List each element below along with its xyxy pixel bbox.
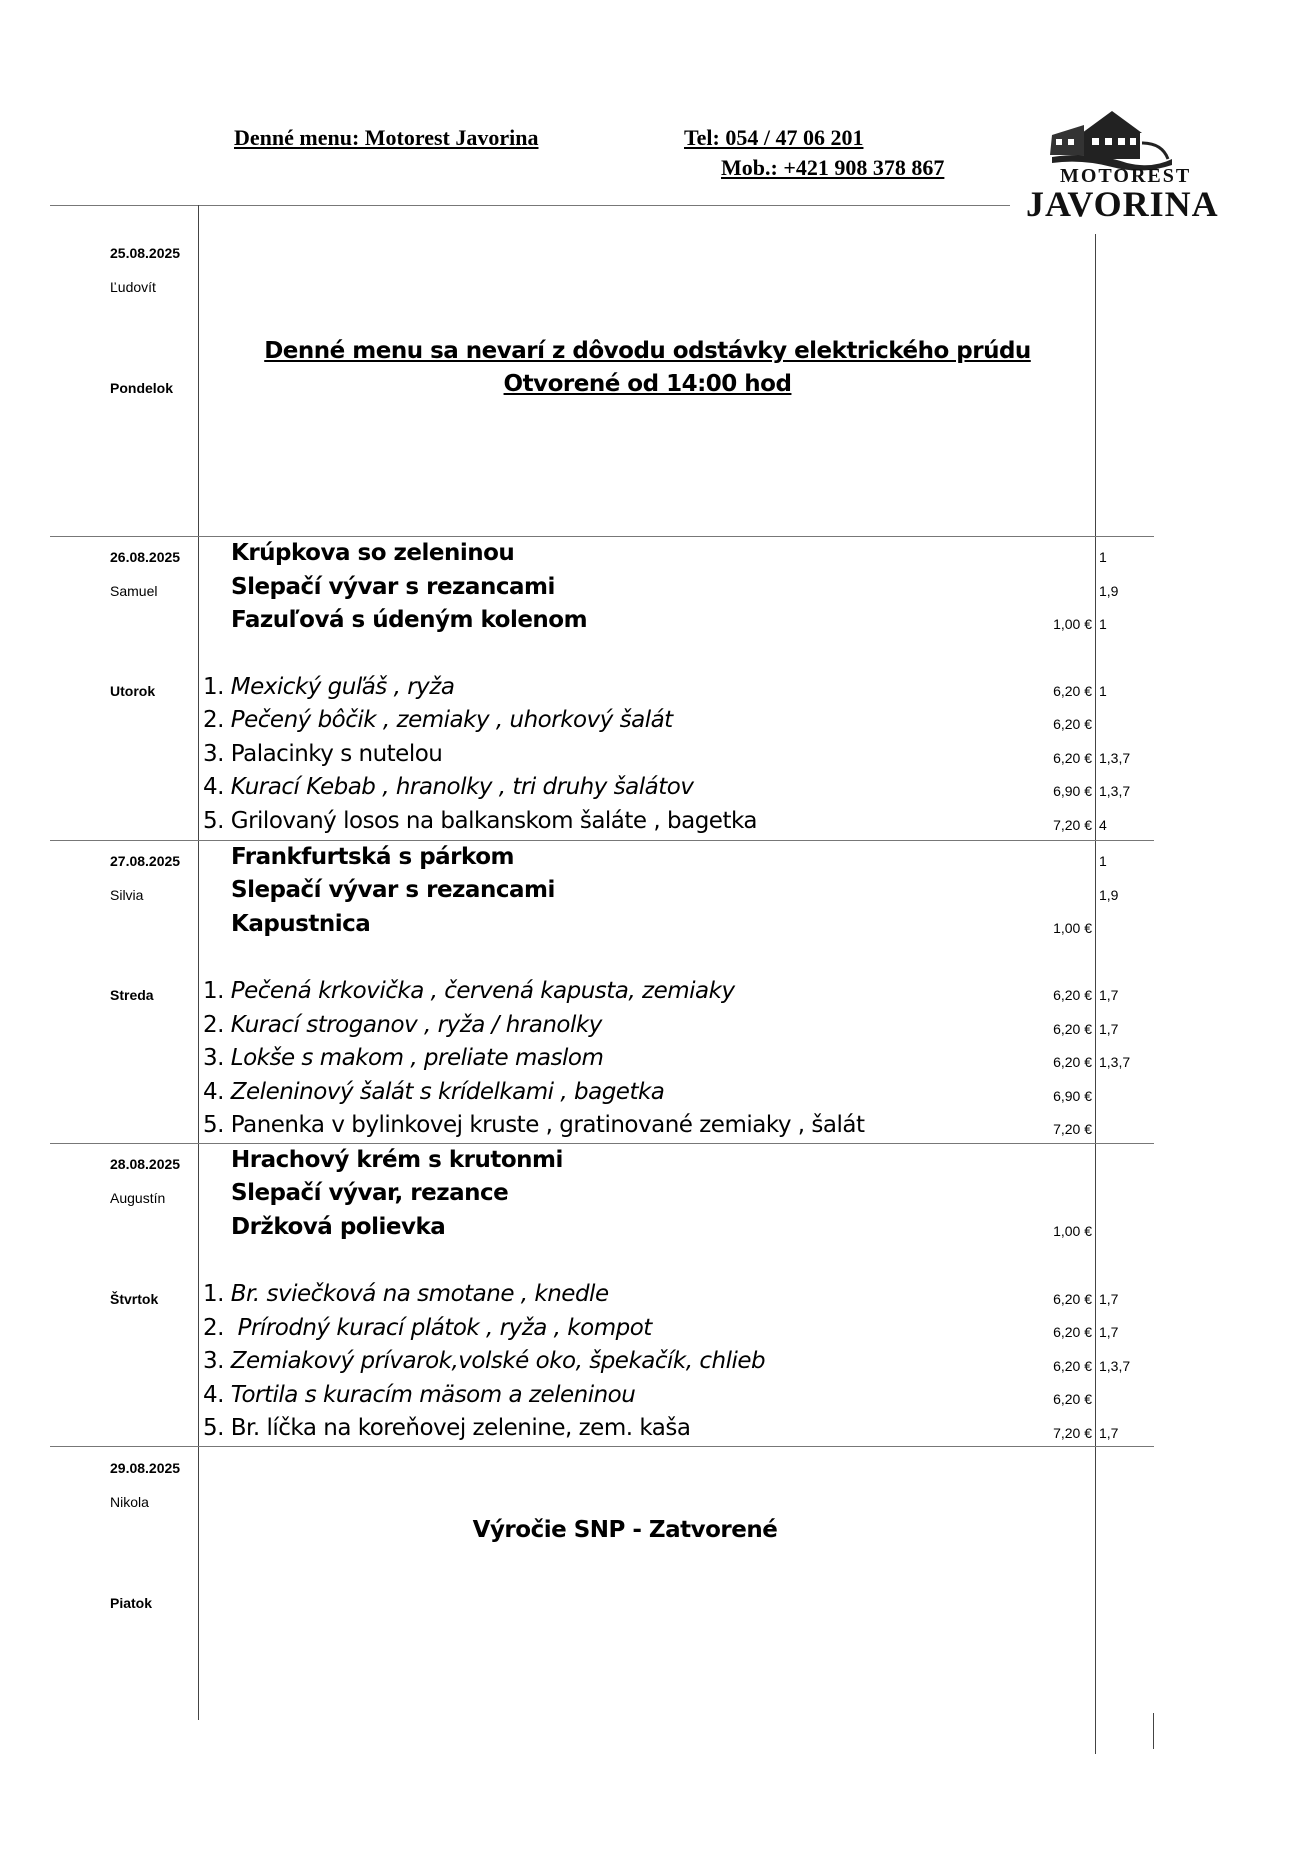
weekday: Streda (110, 987, 154, 1003)
dish-name: Panenka v bylinkovej kruste , gratinované zemiaky , šalát (230, 1112, 865, 1138)
day-date: 25.08.2025 (110, 245, 181, 261)
dish-number: 5. (203, 1415, 224, 1441)
weekday: Pondelok (110, 380, 174, 396)
soup-item: Krúpkova so zeleninou (231, 540, 515, 566)
dish-price: 7,20 € (1053, 817, 1092, 833)
closure-notice: Výročie SNP - Zatvorené (472, 1517, 778, 1543)
soup-item: Slepačí vývar, rezance (231, 1180, 509, 1206)
main-dish (203, 772, 693, 802)
name-day: Ľudovít (110, 279, 156, 295)
allergens: 1,3,7 (1099, 783, 1131, 799)
date-column-divider (198, 205, 199, 1720)
allergens: 1,9 (1099, 583, 1119, 599)
dish-price: 6,20 € (1053, 1324, 1092, 1340)
dish-price: 6,20 € (1053, 987, 1092, 1003)
dish-price: 6,20 € (1053, 683, 1092, 699)
soup-item: Slepačí vývar s rezancami (231, 877, 555, 903)
day-date: 27.08.2025 (110, 853, 181, 869)
closure-notice: Denné menu sa nevarí z dôvodu odstávky elektrického prúdu (264, 338, 1031, 364)
dish-name: Prírodný kurací plátok , ryža , kompot (230, 1315, 652, 1341)
day-date: 26.08.2025 (110, 549, 181, 565)
dish-price: 6,20 € (1053, 1291, 1092, 1307)
allergens: 1,7 (1099, 1425, 1119, 1441)
allergens: 1,3,7 (1099, 1358, 1131, 1374)
allergens: 1,3,7 (1099, 750, 1131, 766)
weekday: Utorok (110, 683, 156, 699)
soup-item: Fazuľová s údeným kolenom (231, 607, 588, 633)
dish-price: 6,20 € (1053, 1054, 1092, 1070)
soup-price: 1,00 € (1053, 616, 1092, 632)
main-dish (203, 1413, 690, 1443)
name-day: Nikola (110, 1494, 149, 1510)
dish-number: 3. (203, 741, 224, 767)
dish-name: Br. sviečková na smotane , knedle (230, 1281, 609, 1307)
dish-name: Pečený bôčik , zemiaky , uhorkový šalát (230, 707, 673, 733)
day-date: 28.08.2025 (110, 1156, 181, 1172)
dish-number: 4. (203, 1079, 224, 1105)
dish-number: 1. (203, 674, 224, 700)
menu-title: Denné menu: Motorest Javorina (234, 125, 539, 150)
allergens: 1 (1099, 616, 1107, 632)
dish-number: 1. (203, 1281, 224, 1307)
main-dish (203, 1346, 765, 1376)
dish-name: Grilovaný losos na balkanskom šaláte , bagetka (230, 808, 757, 834)
dish-number: 4. (203, 774, 224, 800)
dish-name: Palacinky s nutelou (230, 741, 443, 767)
dish-name: Kurací stroganov , ryža / hranolky (230, 1012, 602, 1038)
header-divider (50, 205, 1010, 206)
dish-price: 7,20 € (1053, 1121, 1092, 1137)
main-dish (203, 1077, 664, 1107)
allergens: 1 (1099, 853, 1107, 869)
name-day: Augustín (110, 1190, 166, 1206)
weekday: Štvrtok (110, 1291, 159, 1307)
dish-number: 3. (203, 1348, 224, 1374)
table-end-mark (1153, 1713, 1154, 1749)
allergens: 1,9 (1099, 887, 1119, 903)
main-dish (203, 1043, 603, 1073)
main-dish (203, 976, 735, 1006)
price-column-divider (1095, 234, 1096, 1754)
dish-name: Pečená krkovička , červená kapusta, zemiaky (230, 978, 735, 1004)
opening-notice: Otvorené od 14:00 hod (503, 371, 792, 397)
soup-item: Slepačí vývar s rezancami (231, 574, 555, 600)
day-divider (50, 1143, 1154, 1144)
main-dish (203, 672, 454, 702)
allergens: 1,7 (1099, 1021, 1119, 1037)
day-date: 29.08.2025 (110, 1460, 181, 1476)
phone-number: Tel: 054 / 47 06 201 (684, 125, 864, 150)
name-day: Samuel (110, 583, 158, 599)
main-dish (203, 1279, 609, 1309)
dish-number: 5. (203, 1112, 224, 1138)
weekday: Piatok (110, 1595, 153, 1611)
allergens: 4 (1099, 817, 1107, 833)
dish-name: Tortila s kuracím mäsom a zeleninou (230, 1382, 636, 1408)
main-dish (203, 1010, 602, 1040)
dish-name: Zeleninový šalát s krídelkami , bagetka (230, 1079, 665, 1105)
main-dish (203, 1313, 652, 1343)
main-dish (203, 739, 442, 769)
allergens: 1,7 (1099, 1324, 1119, 1340)
dish-number: 2. (203, 1315, 224, 1341)
allergens: 1 (1099, 683, 1107, 699)
allergens: 1,3,7 (1099, 1054, 1131, 1070)
dish-price: 6,20 € (1053, 1358, 1092, 1374)
logo-line1: MOTOREST (1060, 165, 1192, 187)
main-dish (203, 705, 673, 735)
soup-item: Frankfurtská s párkom (231, 844, 514, 870)
mobile-number: Mob.: +421 908 378 867 (721, 155, 945, 180)
day-divider (50, 536, 1154, 537)
dish-price: 6,90 € (1053, 1088, 1092, 1104)
dish-name: Lokše s makom , preliate maslom (230, 1045, 604, 1071)
soup-item: Hrachový krém s krutonmi (231, 1147, 563, 1173)
dish-number: 3. (203, 1045, 224, 1071)
soup-item: Kapustnica (231, 911, 371, 937)
allergens: 1,7 (1099, 1291, 1119, 1307)
soup-price: 1,00 € (1053, 1223, 1092, 1239)
dish-number: 5. (203, 808, 224, 834)
dish-price: 7,20 € (1053, 1425, 1092, 1441)
dish-number: 2. (203, 1012, 224, 1038)
name-day: Silvia (110, 887, 144, 903)
dish-name: Br. líčka na koreňovej zelenine, zem. kaša (230, 1415, 691, 1441)
logo-line2: JAVORINA (1026, 184, 1219, 224)
allergens: 1,7 (1099, 987, 1119, 1003)
main-dish (203, 1110, 864, 1140)
main-dish (203, 1380, 635, 1410)
day-divider (50, 1446, 1154, 1447)
dish-name: Kurací Kebab , hranolky , tri druhy šalátov (230, 774, 694, 800)
dish-name: Zemiakový prívarok,volské oko, špekačík, chlieb (230, 1348, 766, 1374)
soup-item: Držková polievka (231, 1214, 446, 1240)
dish-number: 4. (203, 1382, 224, 1408)
motorest-javorina-logo (1022, 103, 1219, 231)
dish-price: 6,20 € (1053, 750, 1092, 766)
allergens: 1 (1099, 549, 1107, 565)
soup-price: 1,00 € (1053, 920, 1092, 936)
dish-number: 2. (203, 707, 224, 733)
dish-price: 6,20 € (1053, 716, 1092, 732)
dish-price: 6,90 € (1053, 783, 1092, 799)
dish-name: Mexický guľáš , ryža (230, 674, 455, 700)
dish-price: 6,20 € (1053, 1021, 1092, 1037)
main-dish (203, 806, 757, 836)
day-divider (50, 840, 1154, 841)
dish-price: 6,20 € (1053, 1391, 1092, 1407)
dish-number: 1. (203, 978, 224, 1004)
